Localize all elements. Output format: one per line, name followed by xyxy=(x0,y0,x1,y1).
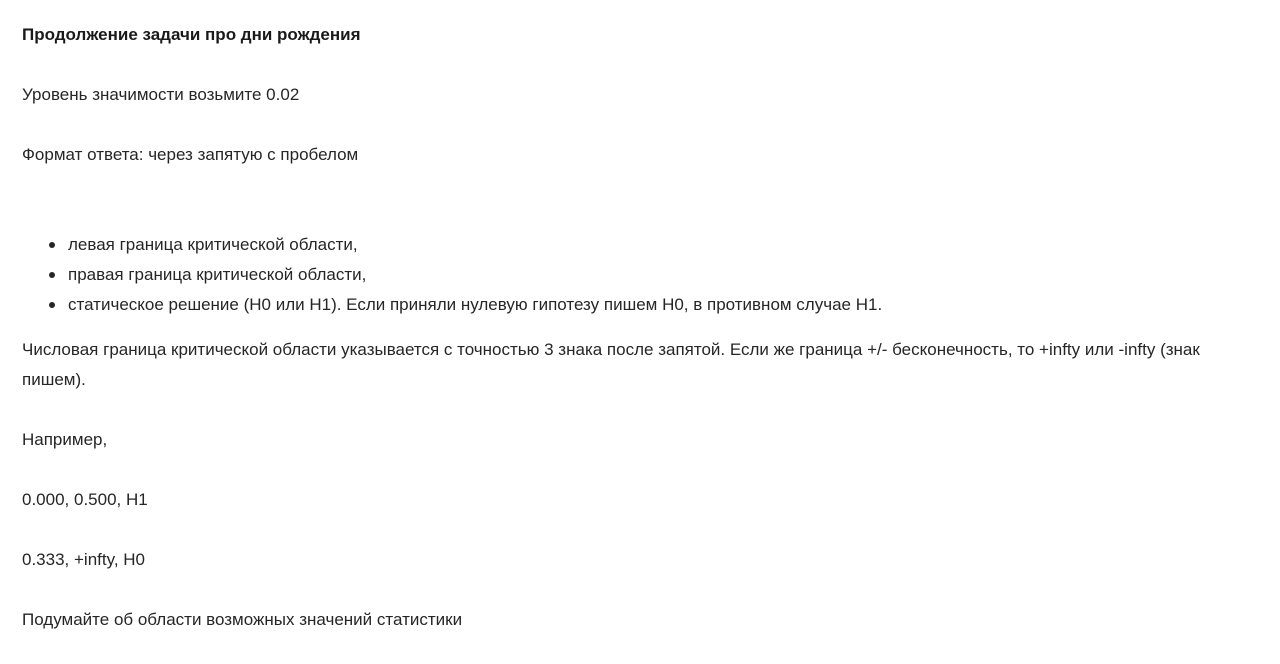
list-item-text: статическое решение (H0 или H1). Если приняли нулевую гипотезу пишем H0, в противном случае H1. xyxy=(68,295,883,314)
list-item xyxy=(22,290,1222,320)
example-1: 0.000, 0.500, H1 xyxy=(22,490,148,509)
example-label: Например, xyxy=(22,430,108,449)
task-title: Продолжение задачи про дни рождения xyxy=(22,25,361,44)
list-item-text: левая граница критической области, xyxy=(68,235,358,254)
bullet-icon xyxy=(49,302,55,308)
hint-text: Подумайте об области возможных значений статистики xyxy=(22,610,463,629)
bullet-icon xyxy=(49,272,55,278)
list-item xyxy=(22,260,1222,290)
format-text: Формат ответа: через запятую с пробелом xyxy=(22,145,359,164)
list-item-text: правая граница критической области, xyxy=(68,265,367,284)
task-description xyxy=(22,20,1222,635)
significance-text: Уровень значимости возьмите 0.02 xyxy=(22,85,300,104)
answer-format-list xyxy=(22,230,1222,320)
precision-note: Числовая граница критической области указывается с точностью 3 знака после запятой. Если же граница +/- бесконечность, то +infty или -infty (знак пишем). xyxy=(22,340,1200,389)
list-item xyxy=(22,230,1222,260)
bullet-icon xyxy=(49,242,55,248)
example-2: 0.333, +infty, H0 xyxy=(22,550,146,569)
